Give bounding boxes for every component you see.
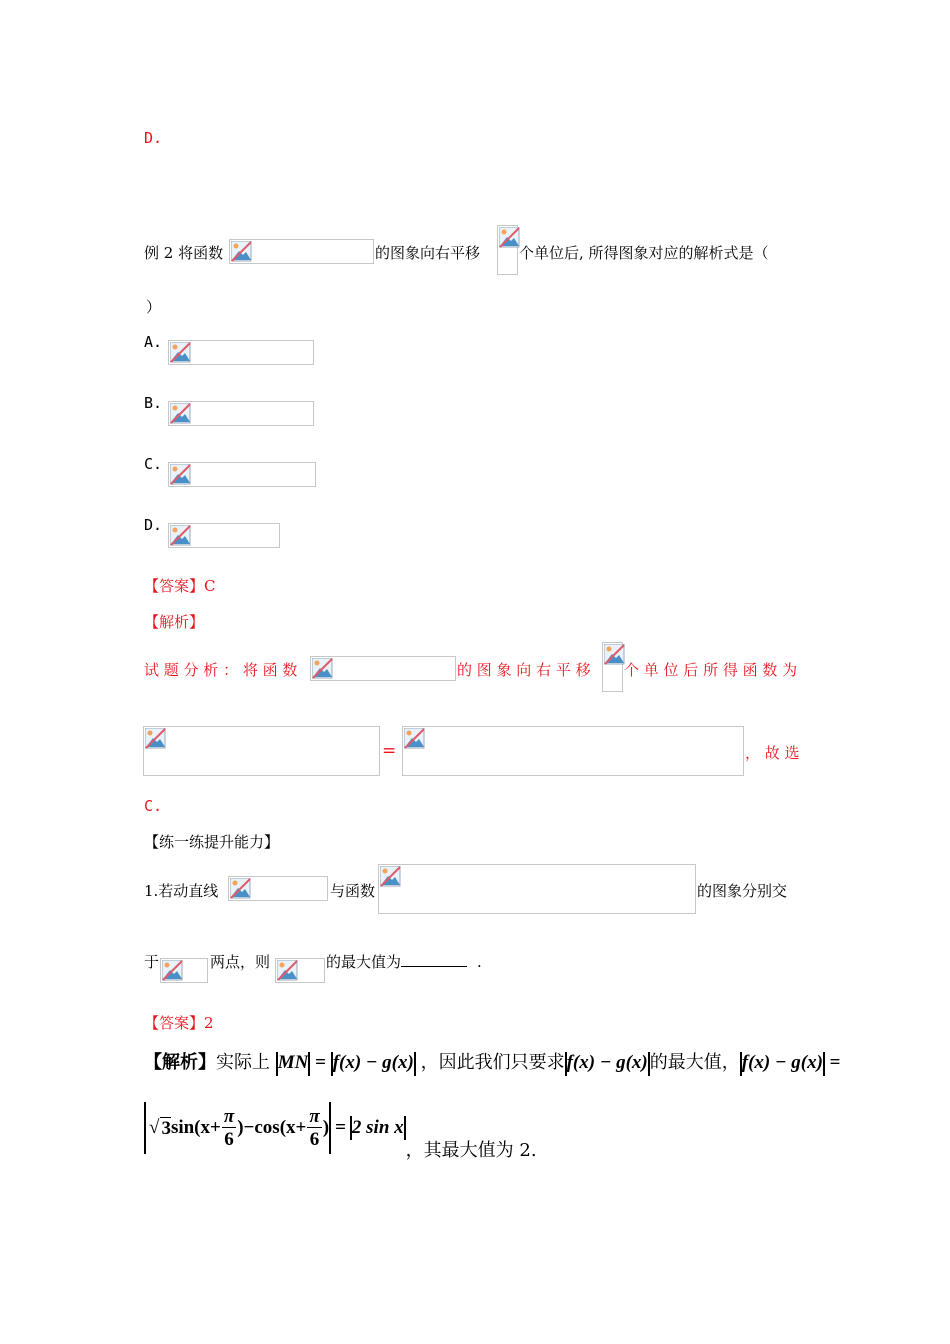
line2-a: 于 (144, 953, 160, 971)
math-sqrt-expr: √ 3 sin(x+ $\frac{\pi}{6}$ )−cos(x+ $\frac{\pi}{6}$ ) = 2 sin x (144, 1102, 406, 1154)
line2-c: 的最大值为 . (326, 953, 482, 971)
broken-image-icon (170, 342, 191, 363)
option-a-label: A. (144, 333, 163, 351)
broken-image-icon (145, 728, 166, 749)
math-mn-eq: MN = f(x) − g(x) (276, 1052, 421, 1073)
analysis-gu-xuan: ， 故 选 (745, 744, 800, 762)
analysis2-line1: 【解析】实际上 MN = f(x) − g(x) ，因此我们只要求 f(x) − g(x) 的最大值， f(x) − g(x) = (144, 1048, 840, 1076)
formula-image (275, 958, 325, 983)
answer-label: 【答案】C (144, 577, 216, 595)
example2-prefix: 例 2 将函数 (144, 244, 224, 262)
analysis-final: C. (144, 797, 163, 815)
broken-image-icon (162, 960, 183, 981)
q1-mid: 与函数 (330, 882, 376, 900)
formula-image (168, 462, 316, 487)
broken-image-icon (170, 464, 191, 485)
broken-image-icon (230, 878, 251, 899)
formula-image (228, 876, 328, 901)
answer-blank (401, 952, 467, 967)
practice-header: 【练一练提升能力】 (144, 833, 280, 851)
broken-image-icon (404, 728, 425, 749)
answer2-label: 【答案】2 (144, 1014, 214, 1032)
broken-image-icon (380, 866, 401, 887)
formula-image (168, 523, 280, 548)
formula-image (378, 864, 696, 914)
option-b-label: B. (144, 394, 163, 412)
formula-image (402, 726, 744, 776)
analysis-line1-mid: 的 图 象 向 右 平 移 (457, 661, 591, 679)
q1-suffix: 的图象分别交 (697, 882, 788, 900)
math-fg: f(x) − g(x) (565, 1052, 650, 1073)
option-c-label: C. (144, 455, 163, 473)
analysis2-line2: √ 3 sin(x+ $\frac{\pi}{6}$ )−cos(x+ $\frac{\pi}{6}$ ) = 2 sin x ，其最大值为 2. (144, 1102, 537, 1162)
formula-image (143, 726, 380, 776)
q1-prefix: 1.若动直线 (144, 882, 219, 900)
broken-image-icon (499, 227, 520, 248)
option-d-label: D. (144, 516, 163, 534)
formula-image (168, 340, 314, 365)
broken-image-icon (312, 658, 333, 679)
formula-image (160, 958, 208, 983)
broken-image-icon (231, 241, 252, 262)
answer-value: C (204, 577, 216, 595)
formula-image (497, 225, 518, 275)
broken-image-icon (277, 960, 298, 981)
example2-suffix: 个单位后, 所得图象对应的解析式是（ (519, 244, 769, 262)
analysis-line1-suffix: 个 单 位 后 所 得 函 数 为 (624, 661, 798, 679)
line2-b: 两点，则 (210, 953, 271, 971)
broken-image-icon (604, 644, 625, 665)
analysis-line1-prefix: 试 题 分 析 ： 将 函 数 (144, 661, 298, 679)
top-option-d: D. (144, 129, 163, 147)
formula-image (229, 239, 374, 264)
formula-image (602, 642, 623, 692)
formula-image (310, 656, 456, 681)
broken-image-icon (170, 525, 191, 546)
analysis-label: 【解析】 (144, 613, 205, 631)
example2-mid: 的图象向右平移 (375, 244, 481, 262)
example2-close-paren: ） (146, 298, 162, 316)
broken-image-icon (170, 403, 191, 424)
math-fg-eq: f(x) − g(x) = (740, 1052, 841, 1073)
analysis-equals: = (382, 741, 397, 761)
analysis2-label: 【解析】 (144, 1052, 216, 1073)
formula-image (168, 401, 314, 426)
answer2-value: 2 (204, 1014, 214, 1032)
